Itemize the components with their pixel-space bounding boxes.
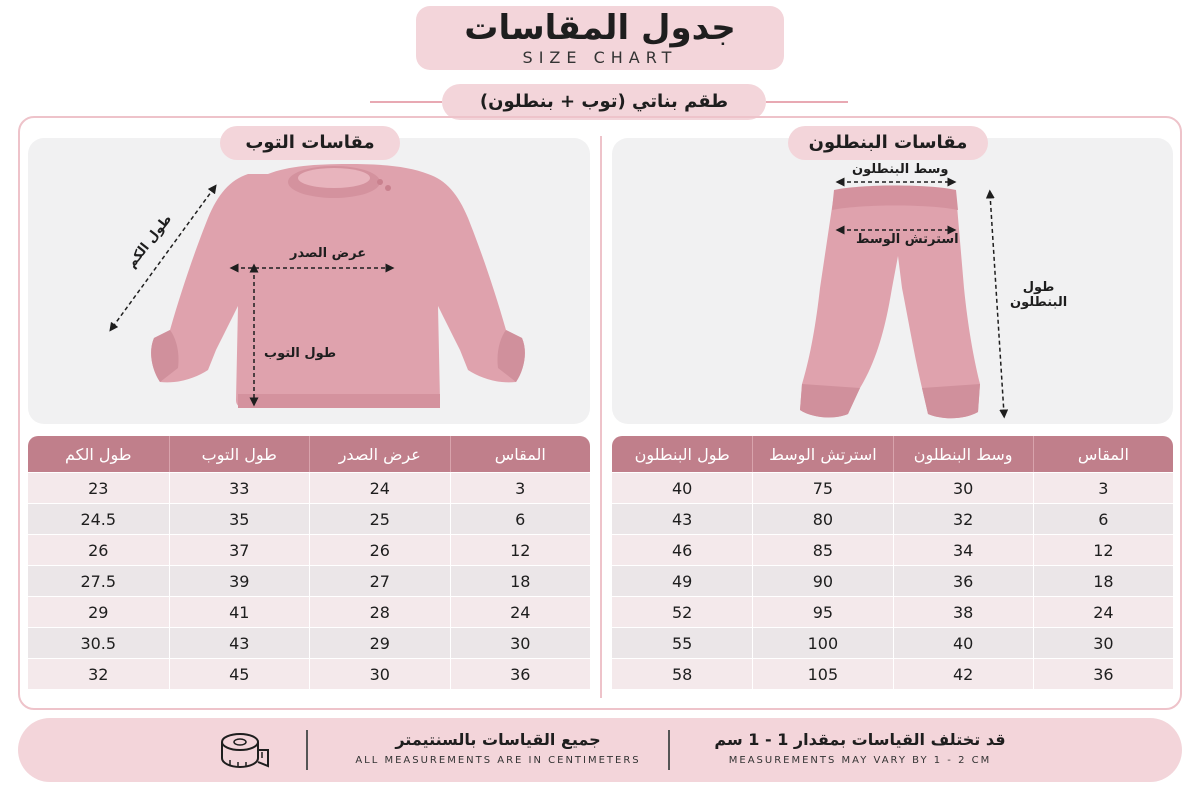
cell: 40 [893,627,1033,658]
cell: 35 [169,503,310,534]
cell: 29 [28,596,169,627]
footer-units-en: ALL MEASUREMENTS ARE IN CENTIMETERS [355,755,641,766]
pants-length-measure-line [990,194,1004,414]
table-row [28,534,590,565]
cell: 36 [450,658,591,689]
col-waist: وسط البنطلون [893,436,1033,472]
cell: 41 [169,596,310,627]
stretch-label: استرتش الوسط [856,232,959,247]
pants-length-label [1010,280,1067,310]
cell: 36 [1033,658,1173,689]
cell: 55 [612,627,752,658]
col-pants-length: طول البنطلون [612,436,752,472]
cell: 23 [28,472,169,503]
sleeve-length-label: طول الكم [124,211,176,272]
center-divider [600,136,602,698]
cell: 30 [893,472,1033,503]
cell: 34 [893,534,1033,565]
cell: 24 [450,596,591,627]
table-row [612,503,1173,534]
cell: 12 [450,534,591,565]
table-row [612,596,1173,627]
cell: 25 [309,503,450,534]
cell: 24 [309,472,450,503]
cell: 12 [1033,534,1173,565]
cell: 26 [28,534,169,565]
pants-body [800,191,980,418]
cell: 26 [309,534,450,565]
cell: 42 [893,658,1033,689]
cell: 32 [28,658,169,689]
subtitle-rule-left [370,101,442,103]
pants-image-area [612,138,1173,424]
table-row [28,627,590,658]
cell: 30 [1033,627,1173,658]
table-header-row [28,436,590,472]
cell: 38 [893,596,1033,627]
cell: 30 [450,627,591,658]
col-chest: عرض الصدر [309,436,450,472]
cell: 18 [1033,565,1173,596]
pants-illustration [612,138,1173,424]
chest-width-label: عرض الصدر [290,246,367,261]
cell: 105 [752,658,892,689]
cell: 3 [450,472,591,503]
cell: 27 [309,565,450,596]
table-row [612,472,1173,503]
title-banner [416,6,784,70]
top-image-area [28,138,590,424]
left-ankle-cuff [800,384,860,417]
table-row [28,472,590,503]
table-header-row [612,436,1173,472]
top-size-table [28,436,590,689]
footer-units-ar: جميع القياسات بالسنتيمتر [395,730,601,749]
cell: 75 [752,472,892,503]
cell: 52 [612,596,752,627]
pants-section-title: مقاسات البنطلون [788,126,988,160]
cell: 3 [1033,472,1173,503]
pants-length-label-line2: البنطلون [1010,295,1068,310]
table-row [28,658,590,689]
cell: 36 [893,565,1033,596]
col-sleeve: طول الكم [28,436,169,472]
table-row [612,565,1173,596]
top-length-label: طول التوب [264,346,337,361]
cell: 6 [1033,503,1173,534]
cell: 32 [893,503,1033,534]
cell: 58 [612,658,752,689]
cell: 46 [612,534,752,565]
col-size: المقاس [450,436,591,472]
table-row [612,534,1173,565]
footer-banner [18,718,1182,782]
col-length: طول التوب [169,436,310,472]
cell: 30 [309,658,450,689]
top-section-title: مقاسات التوب [220,126,400,160]
cell: 29 [309,627,450,658]
sweater-body [151,164,525,408]
sweater-hem [238,394,440,408]
sweater-illustration [28,138,590,424]
subtitle-pill: طقم بناتي (توب + بنطلون) [442,84,766,120]
cell: 24.5 [28,503,169,534]
measuring-tape-icon [216,726,272,774]
footer-units-block [328,728,668,770]
subtitle-rule-right [766,101,848,103]
footer-separator-left [306,730,308,770]
cell: 6 [450,503,591,534]
table-row [612,658,1173,689]
cell: 43 [612,503,752,534]
waist-label: وسط البنطلون [852,162,949,177]
footer-separator-right [668,730,670,770]
title-arabic: جدول المقاسات [464,8,736,48]
col-stretch: استرتش الوسط [752,436,892,472]
col-size: المقاس [1033,436,1173,472]
cell: 85 [752,534,892,565]
cell: 37 [169,534,310,565]
cell: 80 [752,503,892,534]
cell: 39 [169,565,310,596]
cell: 43 [169,627,310,658]
title-english: SIZE CHART [522,48,678,67]
table-row [612,627,1173,658]
footer-vary-en: MEASUREMENTS MAY VARY BY 1 - 2 CM [728,755,992,766]
cell: 45 [169,658,310,689]
cell: 27.5 [28,565,169,596]
cell: 100 [752,627,892,658]
cell: 18 [450,565,591,596]
footer-vary-block [690,728,1030,770]
cell: 90 [752,565,892,596]
pants-size-table [612,436,1173,689]
cell: 40 [612,472,752,503]
cell: 49 [612,565,752,596]
right-ankle-cuff [922,384,980,418]
table-row [28,503,590,534]
pants-length-label-line1: طول [1022,280,1055,295]
footer-vary-ar: قد تختلف القياسات بمقدار 1 - 1 سم [714,730,1006,749]
table-row [28,565,590,596]
table-row [28,596,590,627]
cell: 95 [752,596,892,627]
cell: 28 [309,596,450,627]
cell: 24 [1033,596,1173,627]
cell: 30.5 [28,627,169,658]
cell: 33 [169,472,310,503]
